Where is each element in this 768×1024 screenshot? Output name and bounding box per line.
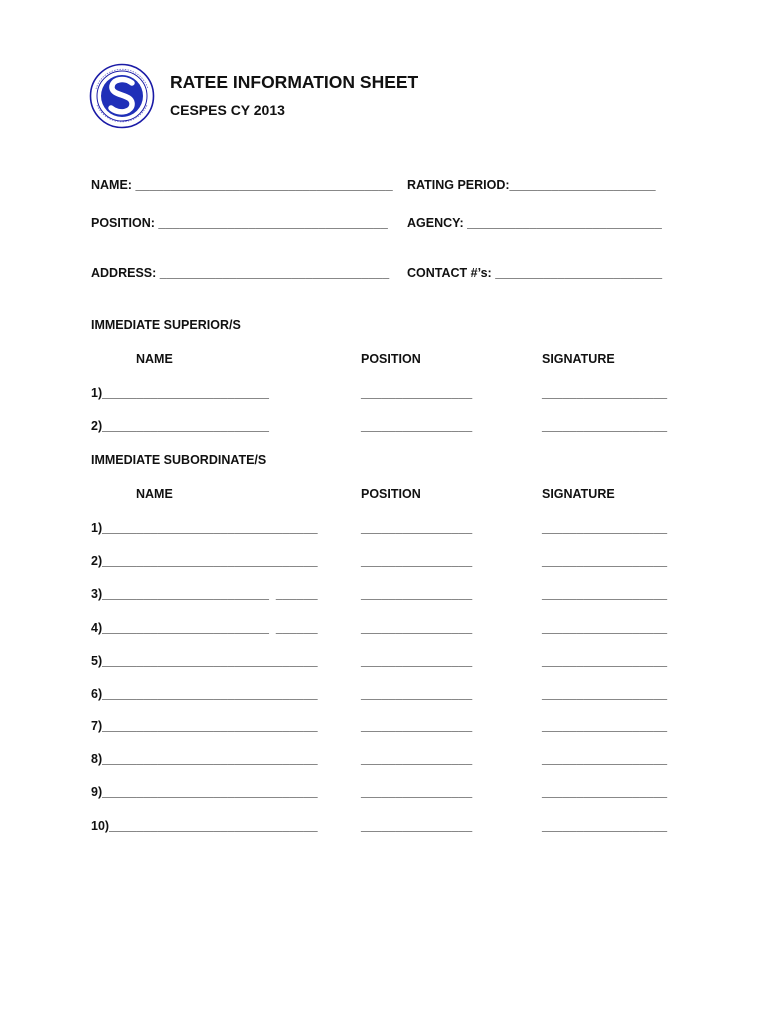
subordinate-name-field[interactable]: 5)_______________________________ — [91, 654, 318, 668]
subordinate-signature-field[interactable]: __________________ — [542, 621, 668, 635]
cesb-seal-logo — [89, 63, 155, 129]
subordinate-position-field[interactable]: ________________ — [361, 521, 473, 535]
subordinate-signature-field[interactable]: __________________ — [542, 521, 668, 535]
subordinates-heading: IMMEDIATE SUBORDINATE/S — [91, 453, 267, 467]
subordinate-name-field[interactable]: 7)_______________________________ — [91, 719, 318, 733]
subordinate-name-field[interactable]: 9)_______________________________ — [91, 785, 318, 799]
subordinate-signature-field[interactable]: __________________ — [542, 752, 668, 766]
subordinates-col-name: NAME — [136, 487, 173, 501]
superiors-col-position: POSITION — [361, 352, 421, 366]
contact-field[interactable]: CONTACT #’s: ________________________ — [407, 266, 663, 280]
superior-position-field[interactable]: ________________ — [361, 419, 473, 433]
agency-field[interactable]: AGENCY: ____________________________ — [407, 216, 662, 230]
page-title: RATEE INFORMATION SHEET — [170, 72, 419, 92]
subordinate-signature-field[interactable]: __________________ — [542, 587, 668, 601]
subordinate-name-field[interactable]: 3)________________________ ______ — [91, 587, 318, 601]
rating-period-field[interactable]: RATING PERIOD:_____________________ — [407, 178, 656, 192]
superior-signature-field[interactable]: __________________ — [542, 386, 668, 400]
page-subtitle: CESPES CY 2013 — [170, 102, 285, 118]
subordinate-position-field[interactable]: ________________ — [361, 752, 473, 766]
subordinate-name-field[interactable]: 2)_______________________________ — [91, 554, 318, 568]
subordinate-position-field[interactable]: ________________ — [361, 819, 473, 833]
subordinate-name-field[interactable]: 1)_______________________________ — [91, 521, 318, 535]
subordinate-position-field[interactable]: ________________ — [361, 621, 473, 635]
superiors-heading: IMMEDIATE SUPERIOR/S — [91, 318, 241, 332]
subordinate-name-field[interactable]: 8)_______________________________ — [91, 752, 318, 766]
subordinate-name-field[interactable]: 6)_______________________________ — [91, 687, 318, 701]
subordinate-position-field[interactable]: ________________ — [361, 785, 473, 799]
position-field[interactable]: POSITION: _________________________________ — [91, 216, 388, 230]
superior-name-field[interactable]: 2)________________________ — [91, 419, 269, 433]
subordinate-position-field[interactable]: ________________ — [361, 587, 473, 601]
superiors-col-signature: SIGNATURE — [542, 352, 615, 366]
subordinate-name-field[interactable]: 10)______________________________ — [91, 819, 318, 833]
subordinate-signature-field[interactable]: __________________ — [542, 654, 668, 668]
subordinates-col-signature: SIGNATURE — [542, 487, 615, 501]
subordinate-signature-field[interactable]: __________________ — [542, 819, 668, 833]
subordinate-position-field[interactable]: ________________ — [361, 654, 473, 668]
subordinates-col-position: POSITION — [361, 487, 421, 501]
superiors-col-name: NAME — [136, 352, 173, 366]
address-field[interactable]: ADDRESS: _________________________________ — [91, 266, 390, 280]
superior-position-field[interactable]: ________________ — [361, 386, 473, 400]
subordinate-name-field[interactable]: 4)________________________ ______ — [91, 621, 318, 635]
superior-name-field[interactable]: 1)________________________ — [91, 386, 269, 400]
subordinate-position-field[interactable]: ________________ — [361, 719, 473, 733]
subordinate-position-field[interactable]: ________________ — [361, 554, 473, 568]
superior-signature-field[interactable]: __________________ — [542, 419, 668, 433]
subordinate-signature-field[interactable]: __________________ — [542, 785, 668, 799]
subordinate-position-field[interactable]: ________________ — [361, 687, 473, 701]
subordinate-signature-field[interactable]: __________________ — [542, 719, 668, 733]
name-field[interactable]: NAME: _____________________________________ — [91, 178, 393, 192]
subordinate-signature-field[interactable]: __________________ — [542, 687, 668, 701]
subordinate-signature-field[interactable]: __________________ — [542, 554, 668, 568]
